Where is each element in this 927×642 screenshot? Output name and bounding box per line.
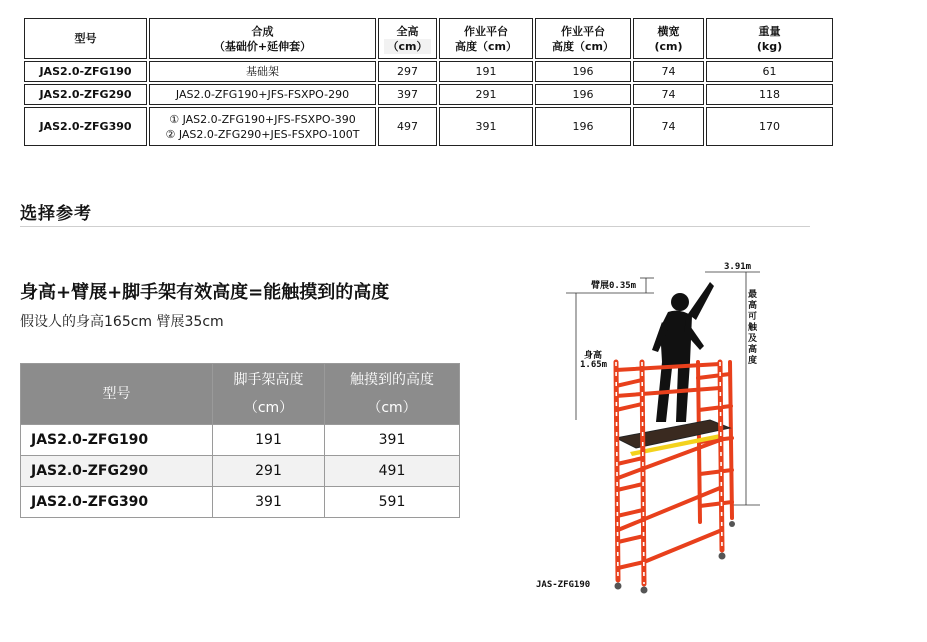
reach-row [21,487,460,518]
spec-cell-combo: 基础架 [149,61,376,82]
reach-table [20,363,460,518]
max-reach-vertical-label: 最高可触及高度 [748,290,758,366]
spec-cell-model: JAS2.0-ZFG390 [24,107,147,146]
spec-table [22,16,835,148]
spec-header-total: 全高 （cm） [378,18,437,59]
body-height-value: 1.65m [580,360,608,370]
spec-cell-plat2: 196 [535,84,631,105]
reach-cell-model: JAS2.0-ZFG190 [21,425,213,456]
spec-cell-model: JAS2.0-ZFG190 [24,61,147,82]
spec-cell-combo: ① JAS2.0-ZFG190+JFS-FSXPO-390 ② JAS2.0-ZFG290+JES-FSXPO-100T [149,107,376,146]
spec-header-plat1: 作业平台 高度（cm） [439,18,533,59]
spec-row [24,107,833,146]
reach-row [21,456,460,487]
spec-header-model: 型号 [24,18,147,59]
arm-span-label: 臂展0.35m [591,281,637,291]
assumption-text: 假设人的身高165cm 臂展35cm [20,314,224,330]
spec-cell-weight: 118 [706,84,833,105]
spec-cell-width: 74 [633,61,704,82]
spec-cell-plat1: 191 [439,61,533,82]
spec-header-row [24,18,833,59]
reach-row [21,425,460,456]
reach-cell-height: 391 [213,487,325,518]
reach-cell-height: 291 [213,456,325,487]
spec-row [24,61,833,82]
section-divider [20,226,810,227]
spec-cell-plat2: 196 [535,61,631,82]
reach-header-reach: 触摸到的高度 （cm） [325,364,460,425]
person-silhouette [652,282,714,422]
spec-cell-plat1: 291 [439,84,533,105]
body-height-label: 身高 [584,351,603,361]
spec-cell-combo: JAS2.0-ZFG190+JFS-FSXPO-290 [149,84,376,105]
reach-cell-reach: 391 [325,425,460,456]
reach-cell-reach: 591 [325,487,460,518]
spec-header-plat2: 作业平台 高度（cm） [535,18,631,59]
spec-cell-weight: 170 [706,107,833,146]
reach-cell-model: JAS2.0-ZFG390 [21,487,213,518]
spec-row [24,84,833,105]
spec-cell-model: JAS2.0-ZFG290 [24,84,147,105]
spec-header-weight: 重量 (kg) [706,18,833,59]
spec-cell-width: 74 [633,84,704,105]
reach-cell-reach: 491 [325,456,460,487]
reach-header-height: 脚手架高度 （cm） [213,364,325,425]
spec-cell-width: 74 [633,107,704,146]
section-title: 选择参考 [20,204,92,224]
spec-cell-total: 497 [378,107,437,146]
spec-cell-plat2: 196 [535,107,631,146]
reach-cell-height: 191 [213,425,325,456]
formula-heading: 身高+臂展+脚手架有效高度=能触摸到的高度 [20,282,390,303]
reach-header-model: 型号 [21,364,213,425]
spec-header-width: 横宽 (cm) [633,18,704,59]
spec-cell-plat1: 391 [439,107,533,146]
scaffold-illustration [520,250,780,600]
scaffold-figure [520,250,780,600]
spec-header-combo: 合成 （基础价+延伸套） [149,18,376,59]
spec-cell-weight: 61 [706,61,833,82]
reach-height-label: 3.91m [724,262,752,272]
reach-cell-model: JAS2.0-ZFG290 [21,456,213,487]
spec-cell-total: 397 [378,84,437,105]
spec-cell-total: 297 [378,61,437,82]
figure-caption: JAS-ZFG190 [536,580,591,590]
reach-header-row [21,364,460,425]
